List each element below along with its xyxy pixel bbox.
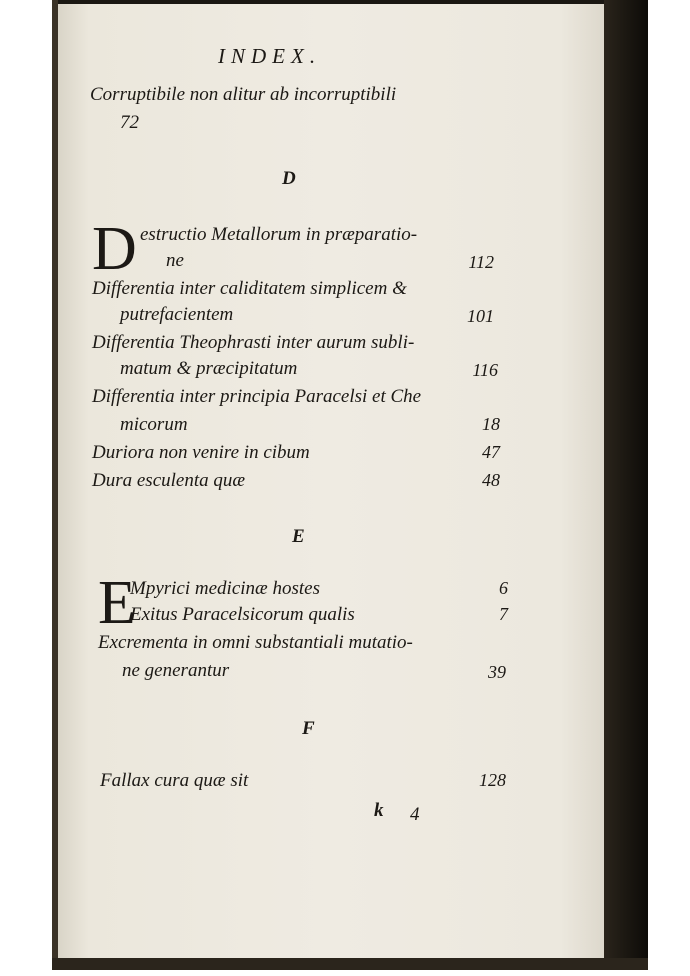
page-number: 7 xyxy=(499,604,508,624)
index-entry-continuation: ne xyxy=(166,250,184,271)
page-number: 18 xyxy=(482,414,500,434)
page-number: 48 xyxy=(482,470,500,490)
signature-letter: k xyxy=(374,800,384,821)
index-entry: Differentia Theophrasti inter aurum subli- xyxy=(92,332,415,353)
index-entry: Differentia inter caliditatem simplicem & xyxy=(92,278,407,299)
drop-cap-e: E xyxy=(98,569,136,637)
section-letter-d: D xyxy=(282,168,296,189)
index-entry: Differentia inter principia Paracelsi et Che xyxy=(92,386,422,407)
index-entry: Fallax cura quæ sit xyxy=(100,770,249,791)
drop-cap-d: D xyxy=(92,215,137,283)
page-number: 6 xyxy=(499,578,508,598)
index-entry: Exitus Paracelsicorum qualis xyxy=(130,604,355,625)
section-letter-e: E xyxy=(292,526,305,547)
section-letter-f: F xyxy=(302,718,315,739)
index-entry-continuation: micorum xyxy=(120,414,188,435)
book-edge-bottom xyxy=(52,958,648,970)
index-entry: Dura esculenta quæ xyxy=(92,470,246,491)
book-edge-right xyxy=(604,0,648,970)
page-edge-left xyxy=(52,0,58,970)
page-number: 116 xyxy=(472,360,498,380)
page-number: 47 xyxy=(482,442,500,462)
signature-number: 4 xyxy=(410,804,420,825)
page-number: 128 xyxy=(479,770,506,790)
page-number: 101 xyxy=(467,306,494,326)
index-entry: Duriora non venire in cibum xyxy=(92,442,310,463)
index-entry: Excrementa in omni substantiali mutatio- xyxy=(98,632,413,653)
index-entry-continuation: putrefacientem xyxy=(120,304,234,325)
index-entry: Mpyrici medicinæ hostes xyxy=(130,578,320,599)
index-entry: Corruptibile non alitur ab incorruptibili xyxy=(90,84,397,105)
index-entry-page: 72 xyxy=(120,112,139,133)
page-number: 112 xyxy=(468,252,494,272)
book-page xyxy=(56,4,604,960)
page-title: INDEX. xyxy=(218,44,322,68)
index-entry-continuation: matum & præcipitatum xyxy=(120,358,298,379)
page-number: 39 xyxy=(488,662,506,682)
index-entry-continuation: ne generantur xyxy=(122,660,230,681)
index-entry: estructio Metallorum in præparatio- xyxy=(140,224,418,245)
